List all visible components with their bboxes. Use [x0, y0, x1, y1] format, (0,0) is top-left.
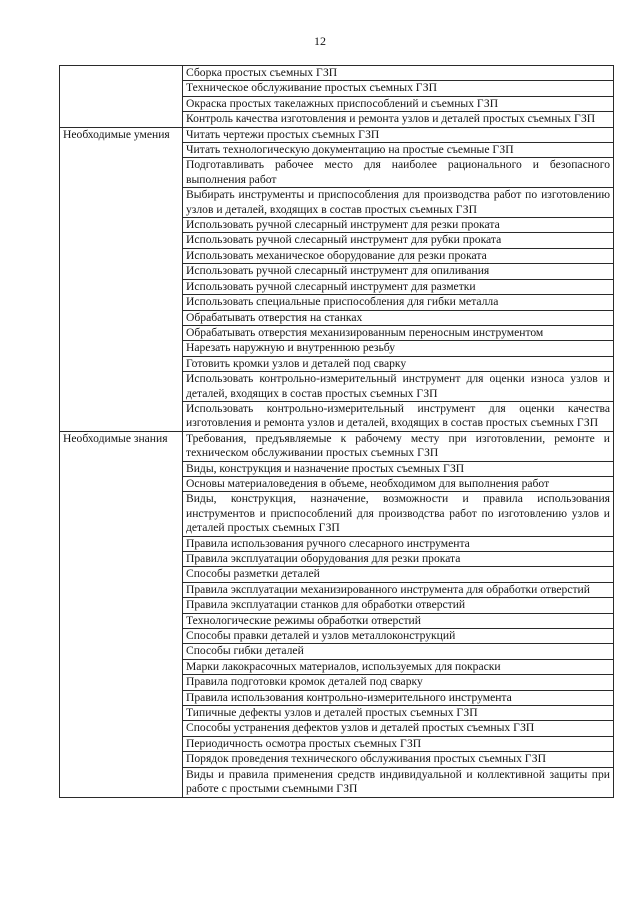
requirement-item: Использовать механическое оборудование для резки проката: [183, 248, 614, 263]
section-label-knowledge: Необходимые знания: [60, 431, 183, 797]
page-number: 12: [314, 34, 326, 48]
requirement-item: Периодичность осмотра простых съемных ГЗП: [183, 736, 614, 751]
requirement-item: Марки лакокрасочных материалов, используемых для покраски: [183, 659, 614, 674]
table-body: [60, 66, 614, 798]
requirement-item: Подготавливать рабочее место для наиболее рационального и безопасного выполнения работ: [183, 158, 614, 188]
requirement-item: Способы гибки деталей: [183, 644, 614, 659]
requirement-item: Способы правки деталей и узлов металлоконструкций: [183, 629, 614, 644]
section-label-skills: Необходимые умения: [60, 127, 183, 431]
requirement-item: Нарезать наружную и внутреннюю резьбу: [183, 341, 614, 356]
requirement-item: Готовить кромки узлов и деталей под сварку: [183, 356, 614, 371]
requirement-item: Способы разметки деталей: [183, 567, 614, 582]
requirement-item: Порядок проведения технического обслуживания простых съемных ГЗП: [183, 752, 614, 767]
requirement-item: Требования, предъявляемые к рабочему месту при изготовлении, ремонте и техническом обслуживании простых съемных ГЗП: [183, 431, 614, 461]
requirement-item: Сборка простых съемных ГЗП: [183, 66, 614, 81]
requirement-item: Правила использования ручного слесарного инструмента: [183, 536, 614, 551]
requirement-item: Использовать ручной слесарный инструмент для разметки: [183, 279, 614, 294]
section-label-continuation: [60, 66, 183, 128]
requirement-item: Виды, конструкция, назначение, возможности и правила использования инструментов и приспособлений для производства работ по изготовлению узлов и деталей простых съемных ГЗП: [183, 492, 614, 536]
table-row: [60, 431, 614, 461]
requirement-item: Использовать контрольно-измерительный инструмент для оценки износа узлов и деталей, входящих в состав простых съемных ГЗП: [183, 372, 614, 402]
requirement-item: Использовать ручной слесарный инструмент для опиливания: [183, 264, 614, 279]
table-row: [60, 66, 614, 81]
requirement-item: Основы материаловедения в объеме, необходимом для выполнения работ: [183, 476, 614, 491]
requirement-item: Технологические режимы обработки отверстий: [183, 613, 614, 628]
requirement-item: Техническое обслуживание простых съемных ГЗП: [183, 81, 614, 96]
requirement-item: Правила эксплуатации оборудования для резки проката: [183, 552, 614, 567]
requirement-item: Правила использования контрольно-измерительного инструмента: [183, 690, 614, 705]
requirement-item: Читать чертежи простых съемных ГЗП: [183, 127, 614, 142]
requirement-item: Правила эксплуатации механизированного инструмента для обработки отверстий: [183, 582, 614, 597]
requirement-item: Контроль качества изготовления и ремонта узлов и деталей простых съемных ГЗП: [183, 112, 614, 127]
requirements-table: [59, 65, 614, 798]
requirement-item: Использовать ручной слесарный инструмент для резки проката: [183, 218, 614, 233]
requirement-item: Правила эксплуатации станков для обработки отверстий: [183, 598, 614, 613]
requirement-item: Обрабатывать отверстия механизированным переносным инструментом: [183, 325, 614, 340]
requirement-item: Окраска простых такелажных приспособлений и съемных ГЗП: [183, 96, 614, 111]
requirement-item: Обрабатывать отверстия на станках: [183, 310, 614, 325]
requirement-item: Использовать ручной слесарный инструмент для рубки проката: [183, 233, 614, 248]
requirement-item: Способы устранения дефектов узлов и деталей простых съемных ГЗП: [183, 721, 614, 736]
requirement-item: Виды и правила применения средств индивидуальной и коллективной защиты при работе с простыми съемными ГЗП: [183, 767, 614, 797]
requirement-item: Читать технологическую документацию на простые съемные ГЗП: [183, 143, 614, 158]
requirement-item: Типичные дефекты узлов и деталей простых съемных ГЗП: [183, 706, 614, 721]
requirement-item: Виды, конструкция и назначение простых съемных ГЗП: [183, 461, 614, 476]
table-row: [60, 127, 614, 142]
requirement-item: Использовать специальные приспособления для гибки металла: [183, 295, 614, 310]
requirement-item: Выбирать инструменты и приспособления для производства работ по изготовлению узлов и деталей, входящих в состав простых съемных ГЗП: [183, 188, 614, 218]
requirement-item: Правила подготовки кромок деталей под сварку: [183, 675, 614, 690]
requirement-item: Использовать контрольно-измерительный инструмент для оценки качества изготовления и ремонта узлов и деталей, входящих в состав простых съемных ГЗП: [183, 401, 614, 431]
